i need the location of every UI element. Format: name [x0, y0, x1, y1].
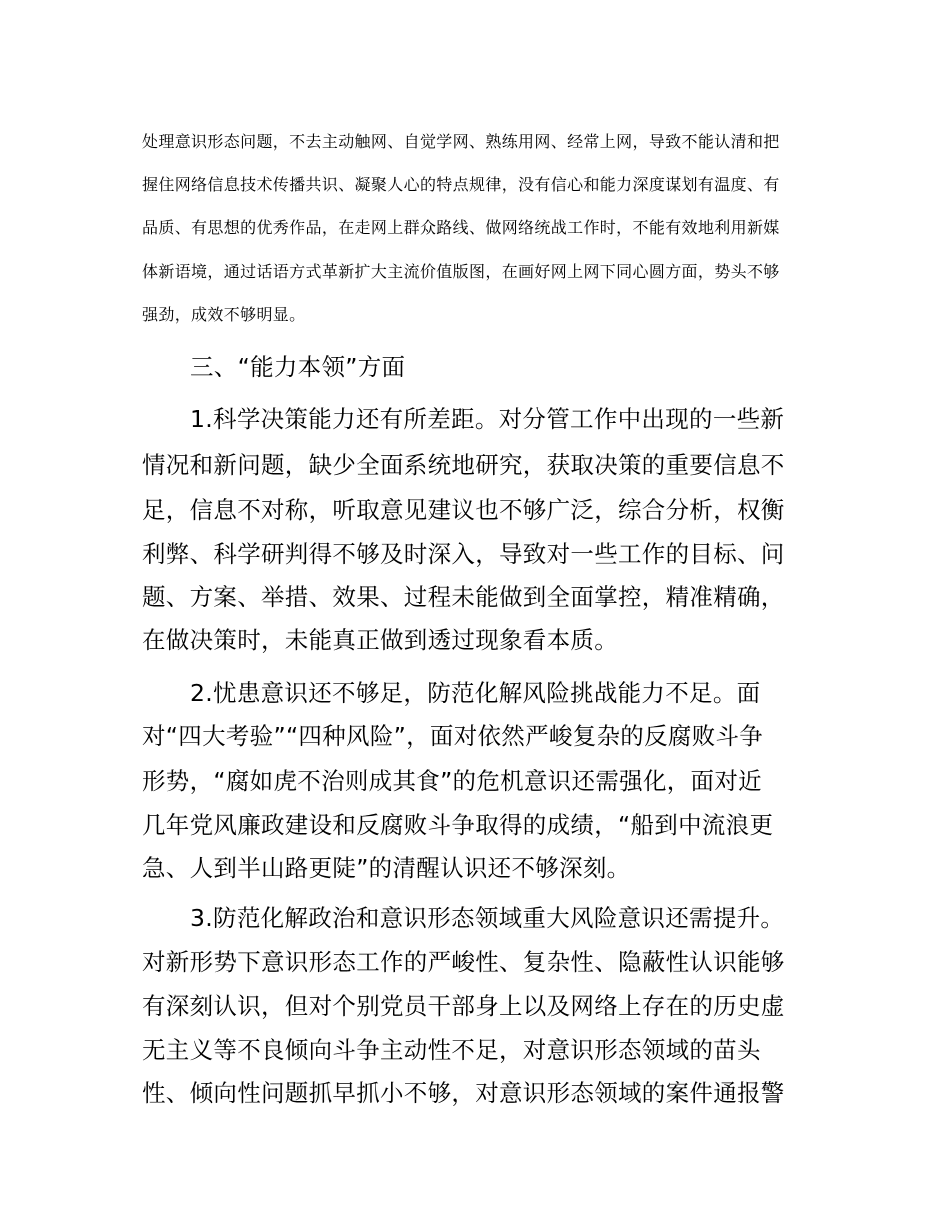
- paragraph1-line-5: 题、方案、举措、效果、过程未能做到全面掌控，精准精确，: [142, 583, 785, 611]
- paragraph3-line-4: 无主义等不良倾向斗争主动性不足，对意识形态领域的苗头: [142, 1036, 761, 1064]
- intro-line-2: 握住网络信息技术传播共识、凝聚人心的特点规律，没有信心和能力深度谋划有温度、有: [142, 175, 780, 194]
- paragraph1-line-3: 足，信息不对称，听取意见建议也不够广泛，综合分析，权衡: [142, 496, 785, 524]
- paragraph3-line-2: 对新形势下意识形态工作的严峻性、复杂性、隐蔽性认识能够: [142, 948, 785, 976]
- paragraph3-line-3: 有深刻认识，但对个别党员干部身上以及网络上存在的历史虚: [142, 992, 785, 1020]
- paragraph1-line-1: 1.科学决策能力还有所差距。对分管工作中出现的一些新: [190, 405, 785, 433]
- paragraph2-line-3: 形势，“腐如虎不治则成其食”的危机意识还需强化，面对近: [142, 767, 762, 795]
- paragraph1-line-2: 情况和新问题，缺少全面系统地研究，获取决策的重要信息不: [142, 451, 785, 479]
- intro-line-5: 强劲，成效不够明显。: [142, 305, 306, 324]
- paragraph1-line-4: 利弊、科学研判得不够及时深入，导致对一些工作的目标、问: [142, 540, 785, 568]
- paragraph2-line-5: 急、人到半山路更陡”的清醒认识还不够深刻。: [142, 854, 631, 882]
- paragraph3-line-1: 3.防范化解政治和意识形态领域重大风险意识还需提升。: [190, 904, 785, 932]
- intro-line-1: 处理意识形态问题，不去主动触网、自觉学网、熟练用网、经常上网，导致不能认清和把: [142, 132, 780, 151]
- paragraph2-line-4: 几年党风廉政建设和反腐败斗争取得的成绩，“船到中流浪更: [142, 811, 774, 839]
- intro-line-3: 品质、有思想的优秀作品，在走网上群众路线、做网络统战工作时，不能有效地利用新媒: [142, 218, 780, 237]
- paragraph2-line-2: 对“四大考验”“四种风险”，面对依然严峻复杂的反腐败斗争: [142, 722, 764, 750]
- paragraph1-line-6: 在做决策时，未能真正做到透过现象看本质。: [142, 626, 618, 654]
- paragraph3-line-5: 性、倾向性问题抓早抓小不够，对意识形态领域的案件通报警: [142, 1079, 785, 1107]
- section-heading: 三、“能力本领”方面: [190, 353, 406, 381]
- paragraph2-line-1: 2.忧患意识还不够足，防范化解风险挑战能力不足。面: [190, 679, 761, 707]
- intro-line-4: 体新语境，通过话语方式革新扩大主流价值版图，在画好网上网下同心圆方面，势头不够: [142, 262, 780, 281]
